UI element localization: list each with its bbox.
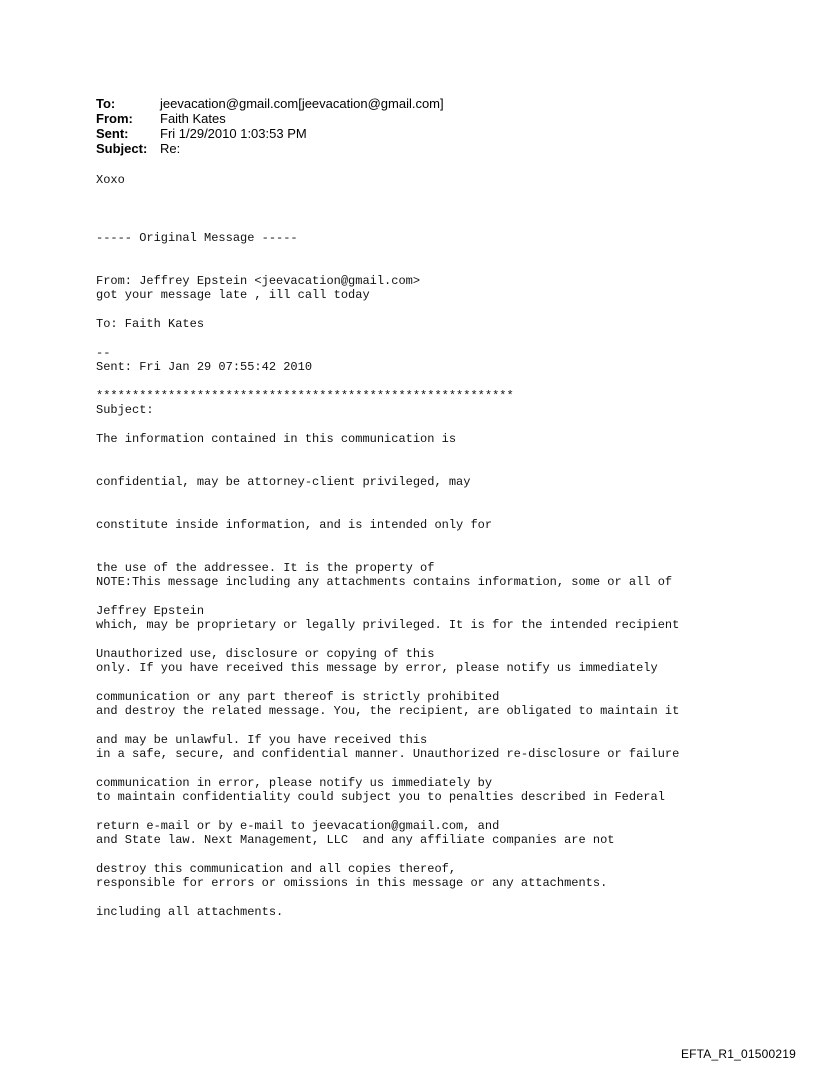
note-line: only. If you have received this message by error, please notify us immediately	[96, 660, 658, 675]
subject-label: Subject:	[96, 141, 148, 156]
signature-stars: **********************************************************	[96, 388, 514, 403]
disclaimer-line: The information contained in this communication is	[96, 431, 457, 446]
note-line: NOTE:This message including any attachments contains information, some or all of	[96, 574, 673, 589]
sent-row	[96, 126, 444, 141]
disclaimer-line: communication in error, please notify us immediately by	[96, 776, 493, 790]
disclaimer-line: communication or any part thereof is strictly prohibited	[96, 689, 500, 704]
original-separator: ----- Original Message -----	[96, 230, 298, 245]
subject-value: Re:	[160, 141, 181, 156]
from-row	[96, 111, 444, 126]
disclaimer-line: confidential, may be attorney-client privileged, may	[96, 474, 471, 489]
sent-value: Fri 1/29/2010 1:03:53 PM	[160, 126, 307, 141]
reply-text: Xoxo	[96, 173, 125, 187]
to-label: To:	[96, 96, 116, 111]
note-line: which, may be proprietary or legally privileged. It is for the intended recipient	[96, 617, 680, 632]
disclaimer-line: Jeffrey Epstein	[96, 603, 205, 618]
from-value: Faith Kates	[160, 111, 226, 126]
document-id: EFTA_R1_01500219	[680, 1047, 796, 1061]
note-line: and State law. Next Management, LLC and any affiliate companies are not	[96, 832, 615, 847]
signature-dash: --	[96, 345, 111, 360]
original-sent: Sent: Fri Jan 29 07:55:42 2010	[96, 359, 313, 374]
note-line: to maintain confidentiality could subject you to penalties described in Federal	[96, 789, 665, 804]
note-line: responsible for errors or omissions in this message or any attachments.	[96, 875, 608, 890]
subject-row	[96, 141, 444, 156]
disclaimer-line: Unauthorized use, disclosure or copying of this	[96, 646, 435, 661]
disclaimer-line: return e-mail or by e-mail to jeevacation@gmail.com, and	[96, 819, 500, 834]
disclaimer-line: constitute inside information, and is intended only for	[96, 517, 493, 532]
sent-label: Sent:	[96, 126, 129, 141]
original-message-text: got your message late , ill call today	[96, 288, 370, 302]
from-label: From:	[96, 111, 133, 126]
original-subject: Subject:	[96, 402, 154, 417]
original-from: From: Jeffrey Epstein <jeevacation@gmail.com>	[96, 273, 421, 288]
to-value: jeevacation@gmail.com[jeevacation@gmail.com]	[160, 96, 444, 111]
email-header	[96, 96, 444, 156]
to-row	[96, 96, 444, 111]
note-line: in a safe, secure, and confidential manner. Unauthorized re-disclosure or failure	[96, 746, 680, 761]
original-to: To: Faith Kates	[96, 316, 205, 331]
disclaimer-line: destroy this communication and all copies thereof,	[96, 862, 457, 877]
note-line: and destroy the related message. You, the recipient, are obligated to maintain it	[96, 703, 680, 718]
legal-note-block	[96, 546, 679, 905]
disclaimer-line: including all attachments.	[96, 905, 284, 920]
disclaimer-line: and may be unlawful. If you have received this	[96, 732, 428, 747]
disclaimer-line: the use of the addressee. It is the property of	[96, 560, 435, 575]
